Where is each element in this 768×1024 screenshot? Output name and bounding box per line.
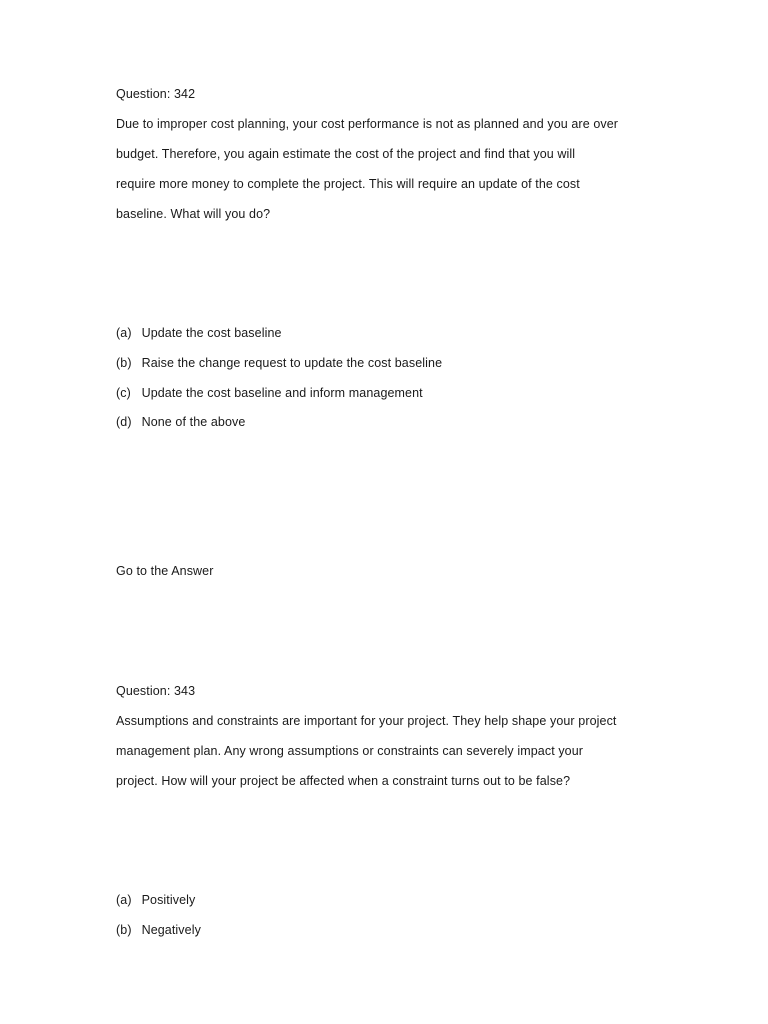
question-text-line: Assumptions and constraints are important for your project. They help shape your project (116, 714, 617, 728)
option-letter: (b) (116, 923, 132, 937)
option-a (116, 892, 195, 908)
option-letter: (a) (116, 326, 132, 340)
option-text: Update the cost baseline and inform management (141, 386, 423, 400)
option-text: None of the above (141, 415, 246, 429)
question-heading: Question: 343 (116, 684, 196, 698)
question-heading: Question: 342 (116, 87, 196, 101)
question-text-line: budget. Therefore, you again estimate the cost of the project and find that you will (116, 147, 576, 161)
option-text: Positively (141, 893, 196, 907)
question-text-line: project. How will your project be affected when a constraint turns out to be false? (116, 774, 571, 788)
option-text: Negatively (141, 923, 201, 937)
question-text-line: baseline. What will you do? (116, 207, 271, 221)
option-text: Update the cost baseline (141, 326, 282, 340)
question-text-line: require more money to complete the project. This will require an update of the cost (116, 177, 580, 191)
option-letter: (c) (116, 386, 131, 400)
option-text: Raise the change request to update the cost baseline (141, 356, 443, 370)
option-b (116, 355, 442, 371)
option-b (116, 922, 201, 938)
option-letter: (a) (116, 893, 132, 907)
option-letter: (d) (116, 415, 132, 429)
option-d (116, 414, 245, 430)
go-to-answer-link[interactable]: Go to the Answer (116, 564, 214, 578)
option-letter: (b) (116, 356, 132, 370)
option-a (116, 325, 282, 341)
question-text-line: Due to improper cost planning, your cost performance is not as planned and you are over (116, 117, 619, 131)
option-c (116, 385, 423, 401)
question-text-line: management plan. Any wrong assumptions or constraints can severely impact your (116, 744, 584, 758)
